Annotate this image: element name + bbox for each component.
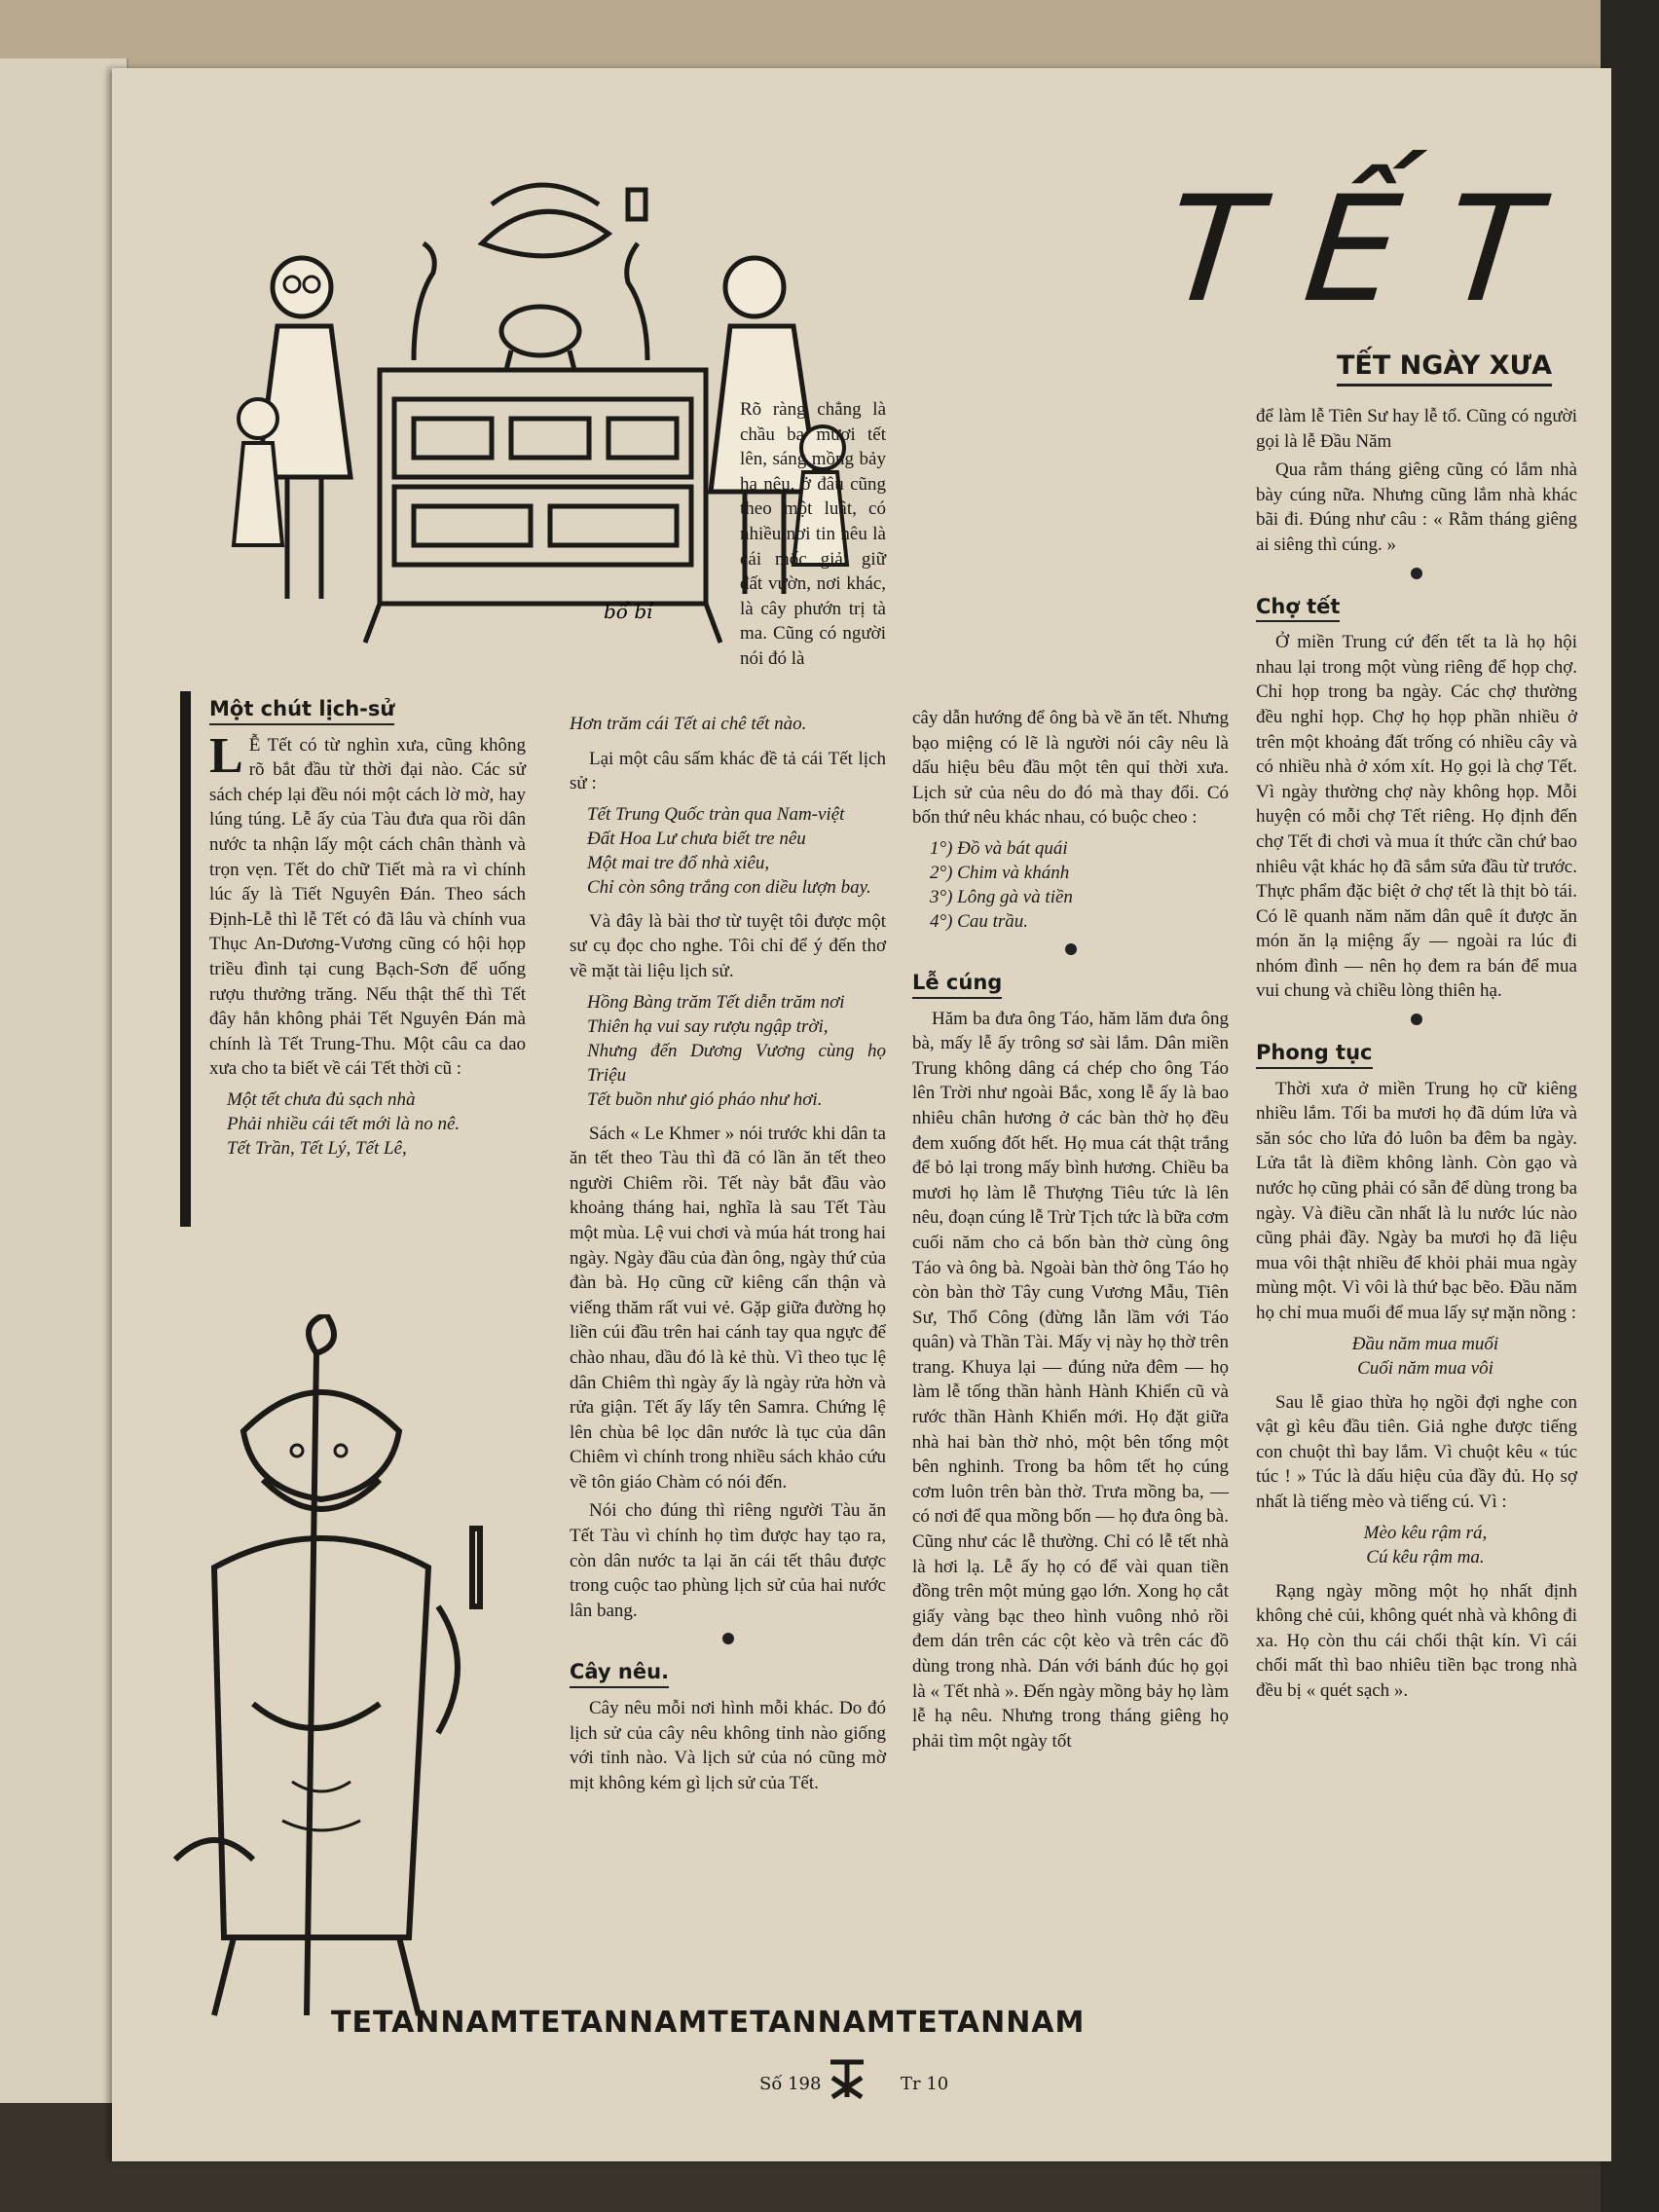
verse-line: Chỉ còn sông trắng con diều lượn bay. (587, 876, 871, 898)
page-title: TẾT (1159, 166, 1595, 335)
magazine-page (112, 68, 1611, 2161)
heading-cho-tet: Chợ tết (1256, 595, 1340, 623)
list-item: 1°) Đồ và bát quái (930, 837, 1068, 859)
section-rule (180, 691, 191, 1227)
magazine-logo-icon (823, 2054, 871, 2103)
heading-history: Một chút lịch-sử (209, 697, 394, 725)
conclusion-paragraph: Nói cho đúng thì riêng người Tàu ăn Tết Tàu vì chính họ tìm được hay tạo ra, còn dân nước ta lại ăn cái tết thâu được trong cuộc tao phùng lịch sử của hai nước lân bang. (570, 1500, 886, 1621)
heading-phong-tuc: Phong tục (1256, 1041, 1373, 1069)
verse-line: Nhưng đến Dương Vương cùng họ Triệu (587, 1040, 886, 1086)
intro-paragraph: Rõ ràng chẳng là chầu ba mươi tết lên, sáng mồng bảy hạ nêu, ở đâu cũng theo một luật, có nhiều nơi tin nêu là cái mốc giải giữ đất vườn, nơi khác, là cây phướn trị tà ma. Cũng có người nói đó là (740, 399, 886, 669)
section-dot (1065, 943, 1077, 955)
verse-line: Tết buồn như gió pháo như hơi. (587, 1088, 823, 1110)
ram-thang-gieng-paragraph: Qua rằm tháng giêng cũng có lắm nhà bày cúng nữa. Nhưng cũng lắm nhà khác bãi đi. Đúng như câu : « Rằm tháng giêng ai siêng thì cúng. » (1256, 460, 1577, 555)
footer-band: TETANNAMTETANNAMTETANNAMTETANNAM (331, 2006, 1086, 2040)
prophecy-intro: Lại một câu sấm khác đề tả cái Tết lịch sử : (570, 748, 886, 794)
verse-folk-1 (227, 1088, 526, 1161)
verse-line: Tết Trung Quốc tràn qua Nam-việt (587, 803, 845, 825)
page-number: Tr 10 (901, 2074, 949, 2094)
background-top (0, 0, 1659, 68)
poem-intro: Và đây là bài thơ từ tuyệt tôi được một sư cụ đọc cho nghe. Tôi chỉ để ý đến thơ về mặt tài liệu lịch sử. (570, 910, 886, 981)
le-cung-paragraph: Hăm ba đưa ông Táo, hăm lăm đưa ông bà, mấy lễ ấy trông sơ sài lắm. Dân miền Trung không dâng cá chép cho ông Táo lên Trời như ngoài Bắc, xong lễ ấy là bao nhiêu chân hương ở các bàn thờ họ đều đem xuống đốt hết. Họ mua cát thật trắng để bỏ lại trong mấy bình hương. Chiều ba mươi họ làm lễ Thượng Tiêu tức là lên nêu, đoạn cúng lễ Trừ Tịch tức là bữa cơm cuối năm cho cả bốn bàn thờ cùng ông Táo và ông bà. Ngoài bàn thờ ông Táo họ còn bàn thờ Tây cung Vương Mẫu, Tiên Sư, Thổ Công (đừng lẫn lầm với Táo quân) và Thần Tài. Mấy vị này họ thờ trên trang. Khuya lại — đúng nửa đêm — họ làm lễ tống thần hành Hành Khiển cũ và rước thần Hành Khiển mới. Họ đặt giữa nhà hai bàn thờ nhỏ, một bên tổng một bên nghinh. Trong ba hôm tết họ cúng cơm luôn trên bàn thờ. Trưa mồng ba, — có nơi để qua mồng bốn — họ đưa ông bà. Cũng như các lễ thường. Chỉ có lễ tết nhà là hơi lạ. Lễ ấy họ có để vài quan tiền đồng trên một mủng gạo lớn. Xong họ cắt giấy vàng bạc theo hình vuông nhỏ rồi đem dán trên các cột kèo và trên các đồ dùng trong nhà. Dán với bánh đúc họ gọi là « Tết nhà ». Đến ngày mồng bảy họ làm lễ hạ nêu. Nhưng trong tháng giêng họ phải tìm một ngày tốt (912, 1008, 1229, 1751)
section-dot (1411, 568, 1422, 579)
verse-line: Mèo kêu rậm rá, (1363, 1522, 1488, 1543)
column-3 (912, 706, 1229, 1757)
phong-tuc-paragraph: Thời xưa ở miền Trung họ cữ kiêng nhiều lắm. Tối ba mươi họ đã dúm lửa và săn sóc cho lửa đỏ luôn ba đêm ba ngày. Lửa tắt là điềm không lành. Còn gạo và nước họ cũng phải có sẵn để dùng trong ba ngày. Và điều cần nhất là lu nước lúc nào cũng phải đầy. Ngày ba mươi họ đã liệu mua vôi thật nhiều để khỏi phải mua ngày mùng một. Vì vôi là thứ bạc bẽo. Đầu năm họ chỉ mua muối để mua lấy sự mặn nồng : (1256, 1078, 1577, 1323)
verse-prophecy (587, 802, 886, 900)
column-1 (209, 691, 526, 1170)
verse-poem (587, 990, 886, 1112)
neu-list (930, 836, 1229, 934)
list-item: 2°) Chim và khánh (930, 862, 1070, 883)
tien-su-paragraph: để làm lễ Tiên Sư hay lễ tổ. Cũng có người gọi là lễ Đầu Năm (1256, 406, 1577, 452)
drop-cap: L (209, 727, 243, 784)
altar-illustration (122, 166, 1095, 750)
illustration-signature: bổ bỉ (604, 600, 653, 623)
cay-neu-paragraph: Cây nêu mỗi nơi hình mỗi khác. Do đó lịch sử của cây nêu không tỉnh nào giống với tỉnh nào. Và lịch sử của nó cũng mờ mịt không kém gì lịch sử của Tết. (570, 1698, 886, 1793)
verse-continuation: Hơn trăm cái Tết ai chê tết nào. (570, 714, 807, 734)
section-dot (722, 1633, 734, 1644)
heading-le-cung: Lễ cúng (912, 971, 1002, 999)
column-intro (740, 397, 886, 676)
khmer-paragraph: Sách « Le Khmer » nói trước khi dân ta ăn tết theo Tàu thì đã có lần ăn tết theo người Chiêm rồi. Tết này bắt đầu vào khoảng tháng hai, nghĩa là sau Tết Tàu một mùa. Lệ vui chơi và múa hát trong hai ngày. Ngày đầu của đàn ông, ngày thứ của đàn bà. Họ cũng cữ kiêng cẩn thận và viếng thăm rất vui vẻ. Gặp giữa đường họ liền cúi đầu trên hai cánh tay qua ngực để chào nhau, dầu đó là kẻ thù. Vì theo tục lệ dân Chiêm thì ngày ấy là ngày rửa hờn và rửa giận. Tết ấy lấy tên Samra. Chứng lệ lên chùa bê lọc dân nước là tục của dân Chiêm vì chính trong nhiều sách khảo cứu về tôn giáo Chàm có nói đến. (570, 1123, 886, 1493)
verse-line: Đất Hoa Lư chưa biết tre nêu (587, 828, 806, 849)
column-2 (570, 706, 886, 1799)
list-item: 3°) Lông gà và tiền (930, 886, 1073, 907)
verse-line: Cuối năm mua vôi (1357, 1357, 1493, 1379)
verse-line: Một mai tre đổ nhà xiêu, (587, 852, 770, 873)
section-dot (1411, 1014, 1422, 1025)
cho-tet-paragraph: Ở miền Trung cứ đến tết ta là họ hội nhau lại trong một vùng riêng để họp chợ. Chỉ họp trong ba ngày. Các chợ thường đều nghỉ họp. Chợ họ họp phần nhiều ở trên một khoảng đất trống có nhiều cây và có nhiều nhà ở xóm xít. Họ gọi là chợ Tết. Vì ngày thường chợ này không họp. Mỗi huyện có mỗi chợ Tết riêng. Họ định đến chợ Tết đi chơi và mua ít thức cần chứ bao nhiêu vật khác họ đã sắm sửa đầu từ trước. Thực phẩm đặc biệt ở chợ tết là thịt bò tái. Có lẽ quanh năm năm dân quê ít được ăn món ăn lạ miệng ấy — ngoài ra lúc đi nhóm đình — nên họ đem ra bán để mua vui chung và chiều lòng thiên hạ. (1256, 632, 1577, 1002)
verse-line: Cú kêu rậm ma. (1366, 1546, 1485, 1567)
verse-line: Tết Trần, Tết Lý, Tết Lê, (227, 1137, 407, 1159)
column-4 (1256, 404, 1577, 1708)
verse-line: Hồng Bàng trăm Tết diễn trăm nơi (587, 991, 845, 1013)
verse-line: Một tết chưa đủ sạch nhà (227, 1088, 416, 1110)
verse-meo-cu (1273, 1521, 1577, 1569)
verse-line: Đầu năm mua muối (1351, 1333, 1499, 1354)
issue-number: Số 198 (759, 2074, 822, 2094)
history-paragraph: Ễ Tết có từ nghìn xưa, cũng không rõ bắt đầu từ thời đại nào. Các sử sách chép lại đều nói một cách lờ mờ, hay lúng túng. Lễ ấy của Tàu đưa qua rồi dân nước ta nhận lấy một cách chân thành và trọn vẹn. Tết do chữ Tiết mà ra vì chính lúc ấy là Tiết Nguyên Đán. Theo sách Định-Lễ thì lễ Tết có đã lâu và chính vua Thục An-Dương-Vương cũng có hội họp triều đình tại cung Bạch-Sơn để uống rượu thưởng trăng. Nếu thật thế thì Tết đây hẳn không phải Tết Nguyên Đán mà chính là Tết Trung-Thu. Một câu ca dao xưa cho ta biết về cái Tết thời cũ : (209, 734, 526, 1080)
warrior-illustration (117, 1314, 516, 2054)
verse-line: Phải nhiều cái tết mới là no nê. (227, 1113, 461, 1134)
verse-muoi-voi (1273, 1332, 1577, 1381)
underlying-pages (0, 58, 129, 2103)
list-item: 4°) Cau trầu. (930, 910, 1029, 932)
neu-paragraph: cây dẫn hướng để ông bà về ăn tết. Nhưng bạo miệng có lẽ là người nói cây nêu là dấu hiệu bêu đầu một tên quỉ thời xưa. Lịch sử của nêu do đó mà thay đổi. Có bốn thứ nêu khác nhau, có buộc cheo : (912, 708, 1229, 829)
mong-mot-paragraph: Rạng ngày mồng một họ nhất định không chẻ củi, không quét nhà và không đi xa. Họ còn thu cái chổi thật kín. Vì cái chổi mất thì bao nhiêu tiền bạc trong nhà đều bị « quét sạch ». (1256, 1580, 1577, 1701)
giao-thua-paragraph: Sau lễ giao thừa họ ngồi đợi nghe con vật gì kêu đầu tiên. Giả nghe được tiếng con chuột thì bay lắm. Vì chuột kêu « túc túc ! » Túc là dấu hiệu của đầy đủ. Họ sợ nhất là tiếng mèo và tiếng cú. Vì : (1256, 1391, 1577, 1512)
page-subtitle: TẾT NGÀY XƯA (1337, 350, 1552, 387)
heading-cay-neu: Cây nêu. (570, 1660, 669, 1688)
verse-line: Thiên hạ vui say rượu ngập trời, (587, 1015, 829, 1037)
